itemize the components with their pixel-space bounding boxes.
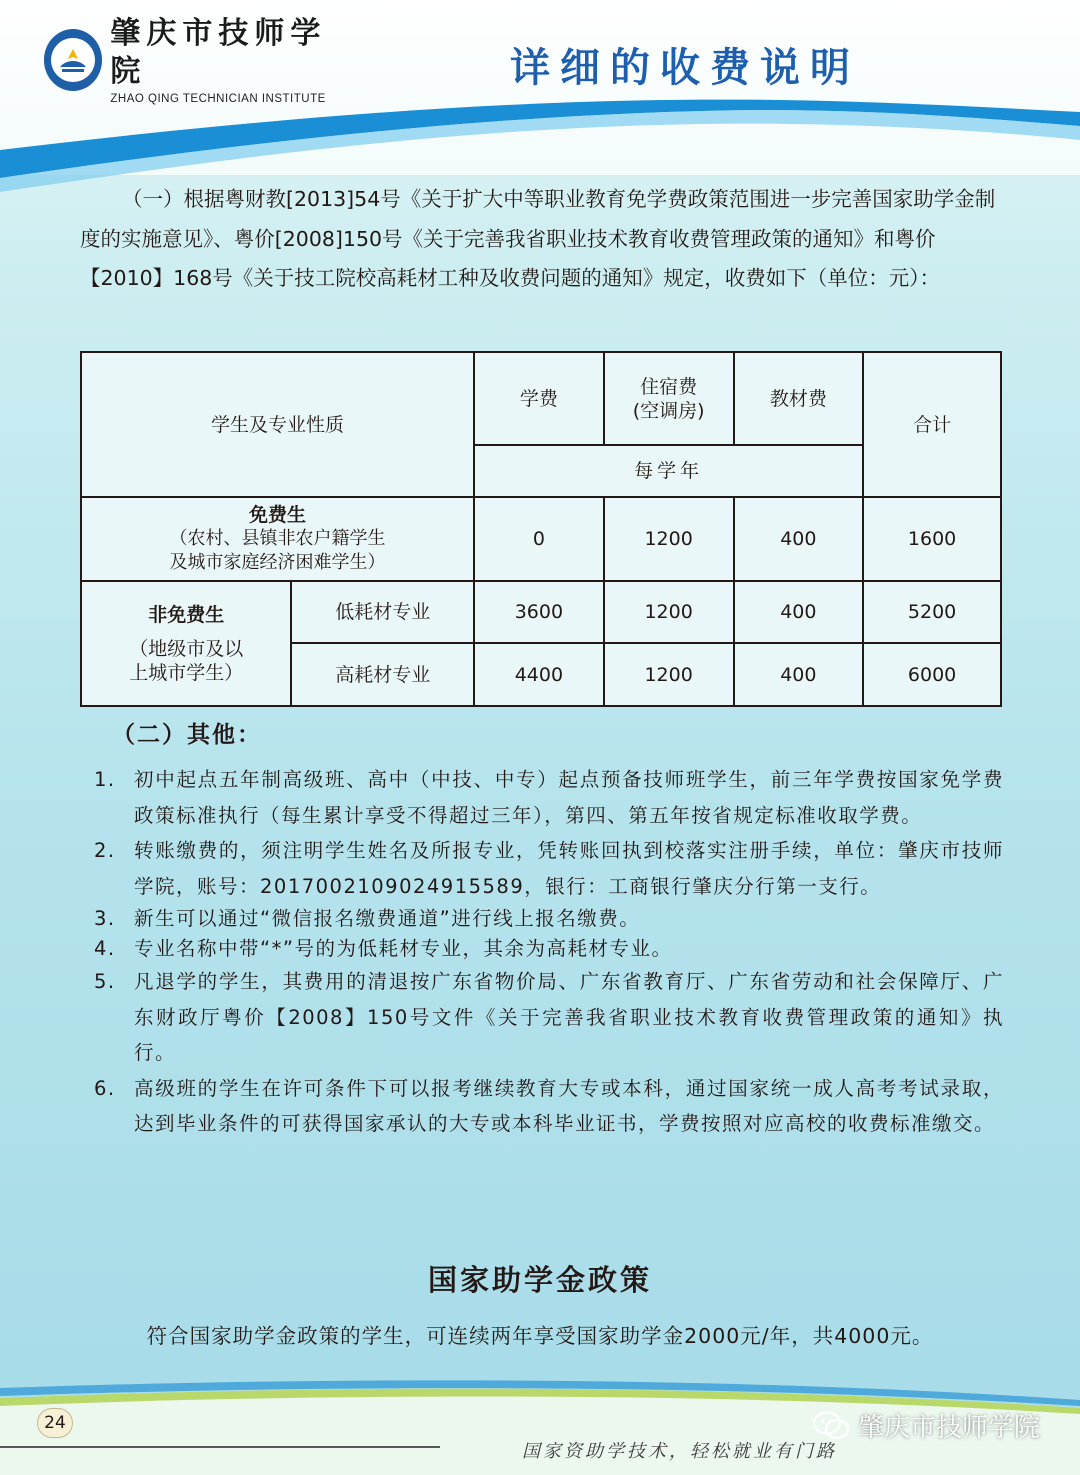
free-student-cell [81, 497, 474, 581]
paid-student-cell [81, 581, 291, 706]
item-number: 4. [94, 937, 116, 960]
footer-divider [0, 1446, 440, 1448]
item-number: 3. [94, 907, 116, 930]
free-student-desc-line2: 及城市家庭经济困难学生） [169, 552, 386, 573]
table-row [81, 581, 1001, 643]
header-total: 合计 [863, 352, 1001, 497]
list-item [94, 934, 1004, 964]
others-list [94, 762, 1004, 1142]
per-year-label: 每学年 [634, 460, 704, 482]
fee-table [80, 351, 1002, 707]
free-tuition: 0 [474, 497, 604, 581]
low-total: 5200 [863, 581, 1001, 643]
item-text: 转账缴费的，须注明学生姓名及所报专业，凭转账回执到校落实注册手续，单位：肇庆市技师学院，账号：2017002109024915589，银行：工商银行肇庆分行第一支行。 [134, 839, 1004, 898]
item-text: 新生可以通过“微信报名缴费通道”进行线上报名缴费。 [134, 907, 641, 930]
page-heading: 详细的收费说明 [510, 44, 860, 91]
free-materials: 400 [734, 497, 864, 581]
high-total: 6000 [863, 643, 1001, 706]
intro-text: （一）根据粤财教[2013]54号《关于扩大中等职业教育免学费政策范围进一步完善国家助学金制度的实施意见》、粤价[2008]150号《关于完善我省职业技术教育收费管理政策的通知》和粤价【2010】168号《关于技工院校高耗材工种及收费问题的通知》规定，收费如下（单位：元）： [80, 187, 996, 290]
header-materials: 教材费 [734, 352, 864, 445]
item-text: 专业名称中带“*”号的为低耗材专业，其余为高耗材专业。 [134, 937, 673, 960]
header-dorm [604, 352, 734, 445]
logo-chinese-name: 肇庆市技师学院 [110, 16, 327, 89]
school-seal-icon [44, 29, 102, 91]
page-number: 24 [37, 1408, 73, 1438]
list-item [94, 964, 1004, 1071]
wechat-watermark [812, 1407, 1040, 1444]
free-total: 1600 [863, 497, 1001, 581]
header-dorm-line1: 住宿费 [640, 375, 698, 398]
item-text: 凡退学的学生，其费用的清退按广东省物价局、广东省教育厅、广东省劳动和社会保障厅、广东财政厅粤价【2008】150号文件《关于完善我省职业技术教育收费管理政策的通知》执行。 [134, 970, 1004, 1064]
item-number: 6. [94, 1076, 116, 1100]
list-item [94, 762, 1004, 833]
policy-title: 国家助学金政策 [427, 1263, 652, 1297]
header-tuition: 学费 [474, 352, 604, 445]
item-text: 初中起点五年制高级班、高中（中技、中专）起点预备技师班学生，前三年学费按国家免学费政策标准执行（每生累计享受不得超过三年），第四、第五年按省规定标准收取学费。 [134, 768, 1004, 827]
list-item [94, 833, 1004, 904]
footer-slogan: 国家资助学技术，轻松就业有门路 [522, 1441, 837, 1462]
header-student-type: 学生及专业性质 [81, 352, 474, 497]
low-material-major: 低耗材专业 [291, 581, 474, 643]
logo-english-name: ZHAO QING TECHNICIAN INSTITUTE [110, 93, 326, 105]
low-tuition: 3600 [474, 581, 604, 643]
paid-student-desc-line2: 上城市学生） [129, 661, 244, 684]
paid-student-desc-line1: （地级市及以 [129, 637, 244, 660]
intro-paragraph [80, 180, 1004, 299]
school-logo [44, 16, 346, 105]
watermark-text: 肇庆市技师学院 [858, 1413, 1041, 1443]
item-number: 1. [94, 768, 116, 791]
header-per-year [474, 445, 863, 497]
list-item [94, 1071, 1004, 1142]
others-section-title: （二）其他： [112, 722, 262, 748]
free-dorm: 1200 [604, 497, 734, 581]
low-materials: 400 [734, 581, 864, 643]
high-tuition: 4400 [474, 643, 604, 706]
wechat-icon [812, 1410, 850, 1442]
free-student-desc-line1: （农村、县镇非农户籍学生 [169, 528, 386, 549]
paid-student-title: 非免费生 [148, 603, 225, 626]
policy-text: 符合国家助学金政策的学生，可连续两年享受国家助学金2000元/年，共4000元。 [146, 1324, 934, 1348]
list-item [94, 904, 1004, 934]
high-material-major: 高耗材专业 [291, 643, 474, 706]
item-text: 高级班的学生在许可条件下可以报考继续教育大专或本科，通过国家统一成人高考考试录取，达到毕业条件的可获得国家承认的大专或本科毕业证书，学费按照对应高校的收费标准缴交。 [134, 1076, 1004, 1135]
high-dorm: 1200 [604, 643, 734, 706]
free-student-title: 免费生 [248, 504, 306, 526]
high-materials: 400 [734, 643, 864, 706]
low-dorm: 1200 [604, 581, 734, 643]
item-number: 2. [94, 839, 116, 862]
table-row [81, 497, 1001, 581]
header-dorm-line2: (空调房) [632, 399, 705, 422]
item-number: 5. [94, 970, 116, 993]
